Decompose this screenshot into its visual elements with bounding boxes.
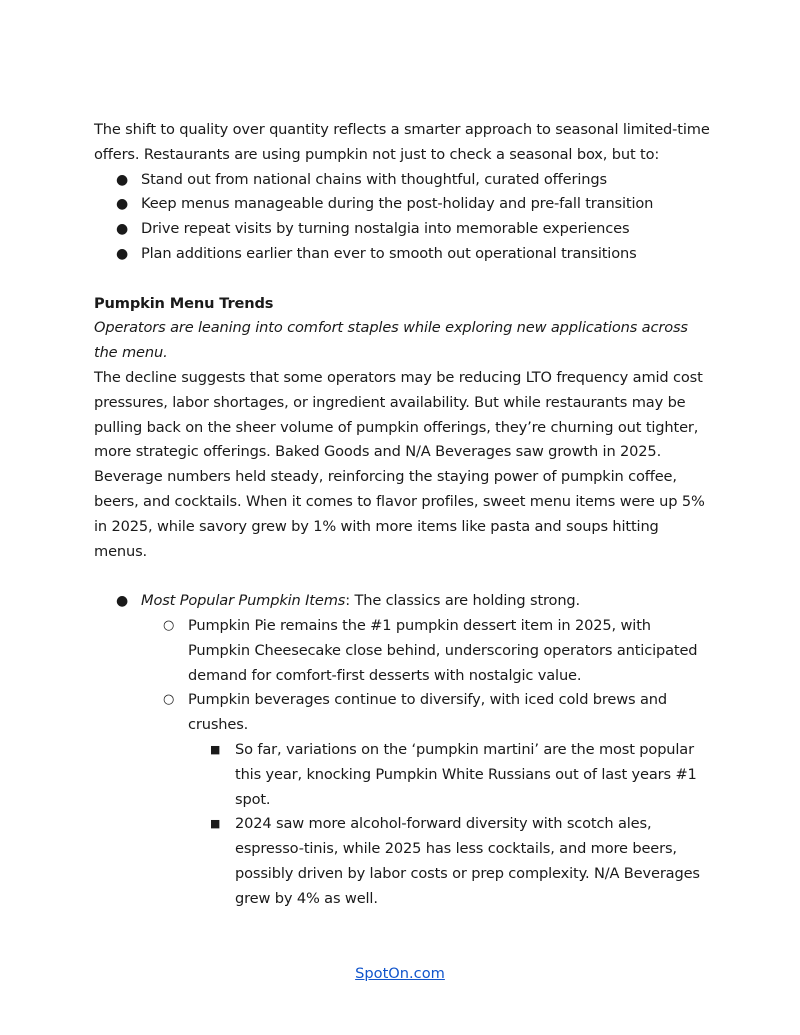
list-item [94,168,714,193]
list-item-text: Drive repeat visits by turning nostalgia into memorable experiences [141,220,630,238]
list-item [188,738,714,812]
list-item-text: Stand out from national chains with thoughtful, curated offerings [141,170,607,188]
hollow-bullet-icon: ○ [163,617,175,633]
list-item-text: Pumpkin beverages continue to diversify, with iced cold brews and crushes. [188,691,667,734]
section-subheading: Operators are leaning into comfort staples while exploring new applications across the menu. [94,319,688,362]
list-item-text: Plan additions earlier than ever to smooth out operational transitions [141,244,637,262]
list-item-text: So far, variations on the ‘pumpkin martini’ are the most popular this year, knocking Pumpkin White Russians out of last years #1 spot. [235,740,697,808]
list-item [94,589,714,911]
bullet-icon: ● [116,221,129,238]
list-item [141,614,714,688]
bullet-icon: ● [116,245,129,262]
list-item [94,242,714,267]
spacer [94,564,714,589]
page-footer [0,962,800,986]
bullet-icon: ● [116,171,129,188]
intro-paragraph: The shift to quality over quantity reflects a smarter approach to seasonal limited-time offers. Restaurants are using pumpkin not just to check a seasonal box, but to: [94,121,710,163]
list-item [188,812,714,911]
popular-items-label: Most Popular Pumpkin Items [141,592,346,610]
list-item [94,217,714,242]
spacer [94,267,714,292]
hollow-bullet-icon: ○ [163,692,175,708]
popular-sub-list [141,614,714,912]
list-item-text: Keep menus manageable during the post-holiday and pre-fall transition [141,195,654,213]
footer-link[interactable]: SpotOn.com [355,965,445,982]
square-bullet-icon: ■ [210,742,221,756]
popular-items-text: : The classics are holding strong. [345,592,581,610]
section-heading: Pumpkin Menu Trends [94,294,274,312]
document-page [94,118,714,912]
popular-items-list [94,589,714,911]
list-item [141,688,714,911]
list-item-text: 2024 saw more alcohol-forward diversity with scotch ales, espresso-tinis, while 2025 has less cocktails, and more beers, possibly driven by labor costs or prep complexity. N/A Beverages grew by 4% as well. [235,815,700,907]
intro-bullet-list [94,168,714,267]
bullet-icon: ● [116,593,129,610]
square-bullet-icon: ■ [210,817,221,831]
beverage-sub-list [188,738,714,912]
bullet-icon: ● [116,196,129,213]
section-body: The decline suggests that some operators may be reducing LTO frequency amid cost pressures, labor shortages, or ingredient availability. But while restaurants may be pulling back on the sheer volume of pumpkin offerings, they’re churning out tighter, more strategic offerings. Baked Goods and N/A Beverages saw growth in 2025. Beverage numbers held steady, reinforcing the staying power of pumpkin coffee, beers, and cocktails. When it comes to flavor profiles, sweet menu items were up 5% in 2025, while savory grew by 1% with more items like pasta and soups hitting menus. [94,368,705,560]
list-item-text: Pumpkin Pie remains the #1 pumpkin dessert item in 2025, with Pumpkin Cheesecake close behind, underscoring operators anticipated demand for comfort-first desserts with nostalgic value. [188,616,698,684]
list-item [94,192,714,217]
